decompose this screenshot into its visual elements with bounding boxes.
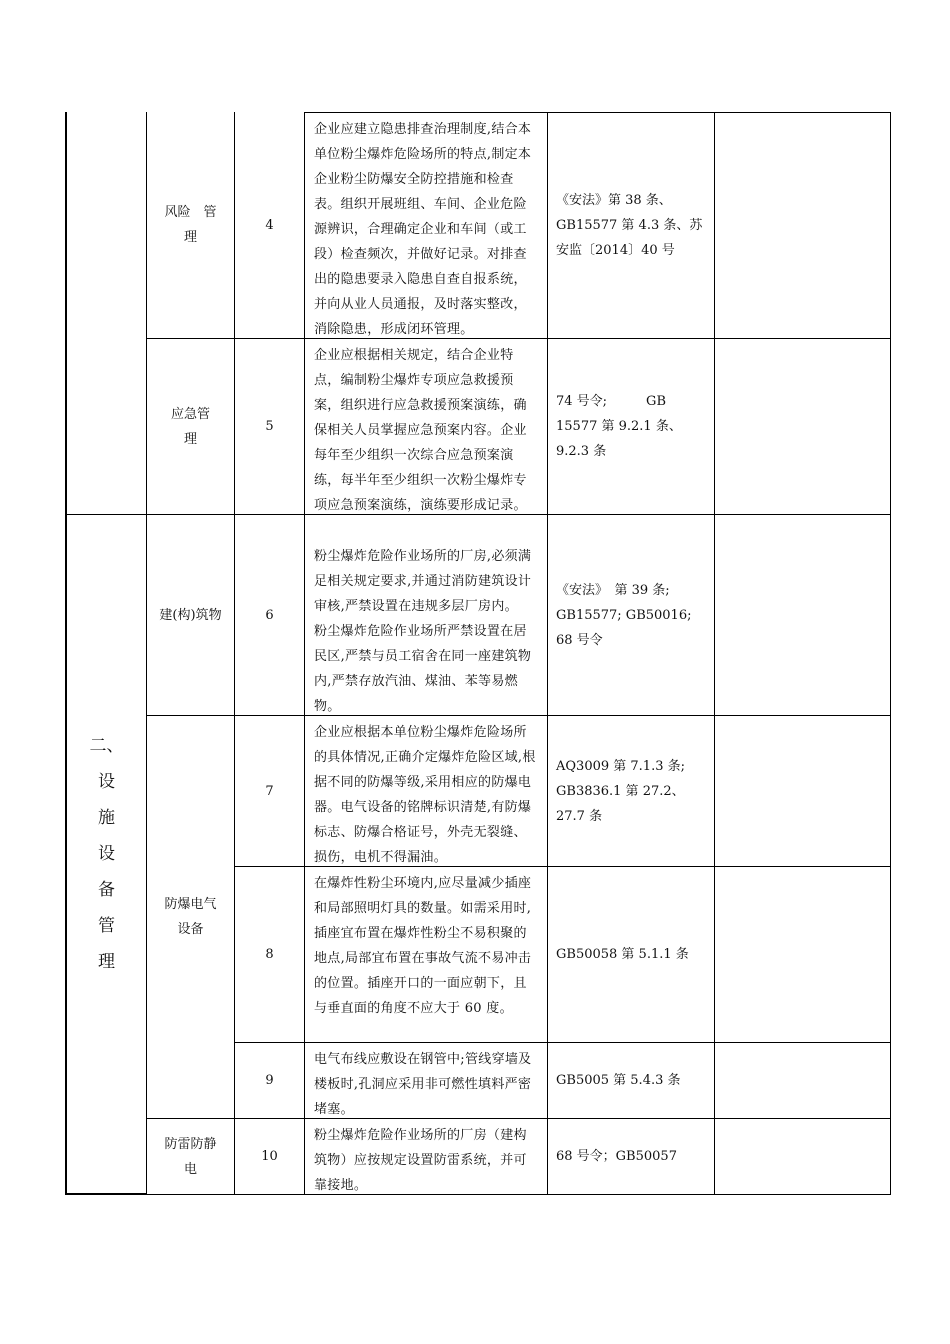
item-number: 5	[265, 419, 274, 434]
category-2-char: 二、	[89, 736, 124, 756]
number-cell	[235, 716, 304, 866]
item-number: 8	[265, 947, 274, 962]
item-cell	[147, 112, 234, 338]
basis-cell	[548, 867, 714, 1042]
requirement-cell	[305, 867, 547, 1042]
basis-text: GB5005 第 5.4.3 条	[556, 1073, 681, 1088]
requirement-text: 粉尘爆炸危险作业场所的厂房（建构筑物）应按规定设置防雷系统，并可靠接地。	[314, 1128, 527, 1193]
category-2-char: 施	[98, 808, 115, 828]
item-number: 4	[265, 217, 274, 233]
requirement-text: 粉尘爆炸危险作业场所的厂房,必须满足相关规定要求,并通过消防建筑设计审核,严禁设置在违规多层厂房内。 粉尘爆炸危险作业场所严禁设置在居民区,严禁与员工宿舍在同一座建筑物内,严禁存放汽油、煤油、苯等易燃物。	[314, 549, 532, 714]
number-cell	[235, 339, 304, 514]
requirement-cell	[305, 339, 547, 514]
basis-cell	[548, 339, 714, 514]
item-number: 9	[265, 1073, 274, 1088]
category-2-char: 理	[98, 952, 115, 972]
item-number: 7	[265, 783, 274, 799]
item-label: 防爆电气设备	[164, 897, 217, 937]
requirement-cell	[305, 1119, 547, 1194]
item-label: 风险 管理	[164, 205, 217, 245]
category-2-char: 备	[98, 880, 115, 900]
basis-cell	[548, 1043, 714, 1118]
basis-text: GB50058 第 5.1.1 条	[556, 947, 689, 962]
requirement-text: 电气布线应敷设在钢管中;管线穿墙及楼板时,孔洞应采用非可燃性填料严密堵塞。	[314, 1052, 532, 1117]
requirement-cell	[305, 716, 547, 866]
number-cell	[235, 867, 304, 1042]
item-cell	[147, 515, 234, 715]
item-cell	[147, 1119, 234, 1194]
requirement-cell	[305, 515, 547, 715]
col-divider-5	[714, 112, 715, 1195]
item-number: 6	[265, 607, 274, 623]
number-cell	[235, 1043, 304, 1118]
basis-cell	[548, 113, 714, 338]
requirement-cell	[305, 1043, 547, 1118]
item-label: 防雷防静电	[164, 1136, 217, 1177]
requirement-cell	[305, 113, 547, 338]
requirement-text: 企业应根据本单位粉尘爆炸危险场所的具体情况,正确介定爆炸危险区域,根据不同的防爆等级,采用相应的防爆电器。电气设备的铭牌标识清楚,有防爆标志、防爆合格证号，外壳无裂缝、损伤，电机不得漏油。	[314, 725, 536, 865]
item-label: 应急管理	[171, 406, 211, 447]
basis-text: 68 号令；GB50057	[556, 1149, 677, 1164]
requirement-text: 企业应根据相关规定，结合企业特点，编制粉尘爆炸专项应急救援预案，组织进行应急救援预案演练，确保相关人员掌握应急预案内容。企业每年至少组织一次综合应急预案演练，每半年至少组织一次粉尘爆炸专项应急预案演练，演练要形成记录。	[314, 348, 527, 513]
category-cell-2	[67, 515, 146, 1193]
basis-text: AQ3009 第 7.1.3 条; GB3836.1 第 27.2、27.7 条	[556, 758, 685, 824]
item-cell	[147, 339, 234, 514]
category-2-char: 管	[98, 916, 115, 936]
bottom-border	[146, 1194, 891, 1195]
category-2-char: 设	[98, 844, 115, 864]
requirement-text: 企业应建立隐患排查治理制度,结合本单位粉尘爆炸危险场所的特点,制定本企业粉尘防爆安全防控措施和检查表。组织开展班组、车间、企业危险源辨识，合理确定企业和车间（或工段）检查频次，并做好记录。对排查出的隐患要录入隐患自查自报系统，并向从业人员通报，及时落实整改，消除隐患，形成闭环管理。	[314, 122, 532, 337]
category-cell-1	[67, 112, 146, 514]
basis-text: 74 号令; GB 15577 第 9.2.1 条、9.2.3 条	[556, 394, 682, 459]
basis-text: 《安法》 第 39 条; GB15577; GB50016; 68 号令	[556, 582, 692, 648]
category-2-char: 设	[98, 772, 115, 792]
basis-text: 《安法》第 38 条、GB15577 第 4.3 条、苏安监〔2014〕40 号	[556, 193, 703, 258]
basis-cell	[548, 716, 714, 866]
number-cell	[235, 112, 304, 338]
table-right-border	[890, 112, 891, 1195]
basis-cell	[548, 1119, 714, 1194]
basis-cell	[548, 515, 714, 715]
number-cell	[235, 515, 304, 715]
requirement-text: 在爆炸性粉尘环境内,应尽量减少插座和局部照明灯具的数量。如需采用时,插座宜布置在爆炸性粉尘不易积聚的地点,局部宜布置在事故气流不易冲击的位置。插座开口的一面应朝下，且与垂直面的角度不应大于 60 度。	[314, 876, 532, 1016]
number-cell	[235, 1119, 304, 1194]
item-label: 建(构)筑物	[159, 607, 222, 623]
bottom-border-left	[65, 1193, 147, 1195]
item-number: 10	[261, 1149, 278, 1164]
item-cell	[147, 716, 234, 1118]
